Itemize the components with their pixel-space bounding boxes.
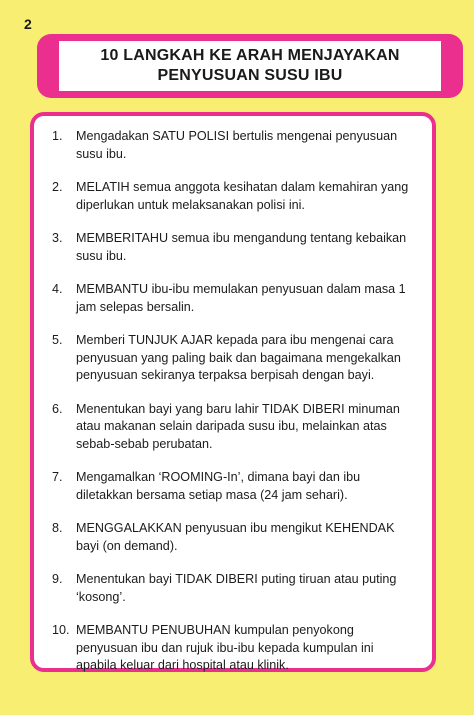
step-item — [52, 469, 414, 504]
step-item — [52, 332, 414, 385]
step-text: Menentukan bayi yang baru lahir TIDAK DIBERI minuman atau makanan selain daripada susu ibu, melainkan atas sebab-sebab perubatan. — [76, 401, 400, 451]
step-number: 1. — [52, 129, 63, 143]
steps-box — [30, 112, 436, 672]
step-text: MEMBERITAHU semua ibu mengandung tentang kebaikan susu ibu. — [76, 231, 407, 263]
step-number: 4. — [52, 282, 63, 296]
step-item — [52, 520, 414, 555]
step-text: MEMBANTU ibu-ibu memulakan penyusuan dalam masa 1 jam selepas bersalin. — [76, 282, 406, 314]
step-item — [52, 179, 414, 214]
step-text: Mengadakan SATU POLISI bertulis mengenai penyusuan susu ibu. — [76, 129, 398, 161]
step-text: MELATIH semua anggota kesihatan dalam kemahiran yang diperlukan untuk melaksanakan polisi ini. — [76, 180, 409, 212]
step-item — [52, 571, 414, 606]
step-text: Memberi TUNJUK AJAR kepada para ibu mengenai cara penyusuan yang paling baik dan bagaimana mengekalkan penyusuan sekiranya terpaksa berpisah dengan bayi. — [76, 333, 401, 382]
step-number: 6. — [52, 401, 63, 416]
step-number: 3. — [52, 231, 63, 245]
step-text: MENGGALAKKAN penyusuan ibu mengikut KEHENDAK bayi (on demand). — [76, 521, 395, 553]
step-number: 9. — [52, 572, 63, 586]
step-text: Menentukan bayi TIDAK DIBERI puting tiruan atau puting ‘kosong’. — [76, 572, 397, 604]
step-number: 7. — [52, 470, 63, 484]
step-number: 2. — [52, 180, 63, 194]
step-number: 8. — [52, 521, 63, 535]
step-item — [52, 401, 414, 454]
title-banner — [52, 34, 448, 98]
step-item — [52, 230, 414, 265]
step-number: 10. — [52, 623, 70, 637]
step-text: MEMBANTU PENUBUHAN kumpulan penyokong penyusuan ibu dan rujuk ibu-ibu kepada kumpulan ini apabila keluar dari hospital atau klinik. — [76, 623, 374, 672]
step-text: Mengamalkan ‘ROOMING-In’, dimana bayi dan ibu diletakkan bersama setiap masa (24 jam sehari). — [76, 470, 361, 502]
step-item — [52, 128, 414, 163]
page-number: 2 — [24, 16, 32, 32]
step-item — [52, 281, 414, 316]
title-line-2: PENYUSUAN SUSU IBU — [157, 67, 343, 84]
step-item — [52, 622, 414, 675]
steps-list — [52, 128, 414, 675]
title-line-1: 10 LANGKAH KE ARAH MENJAYAKAN — [100, 47, 400, 64]
step-number: 5. — [52, 333, 63, 347]
